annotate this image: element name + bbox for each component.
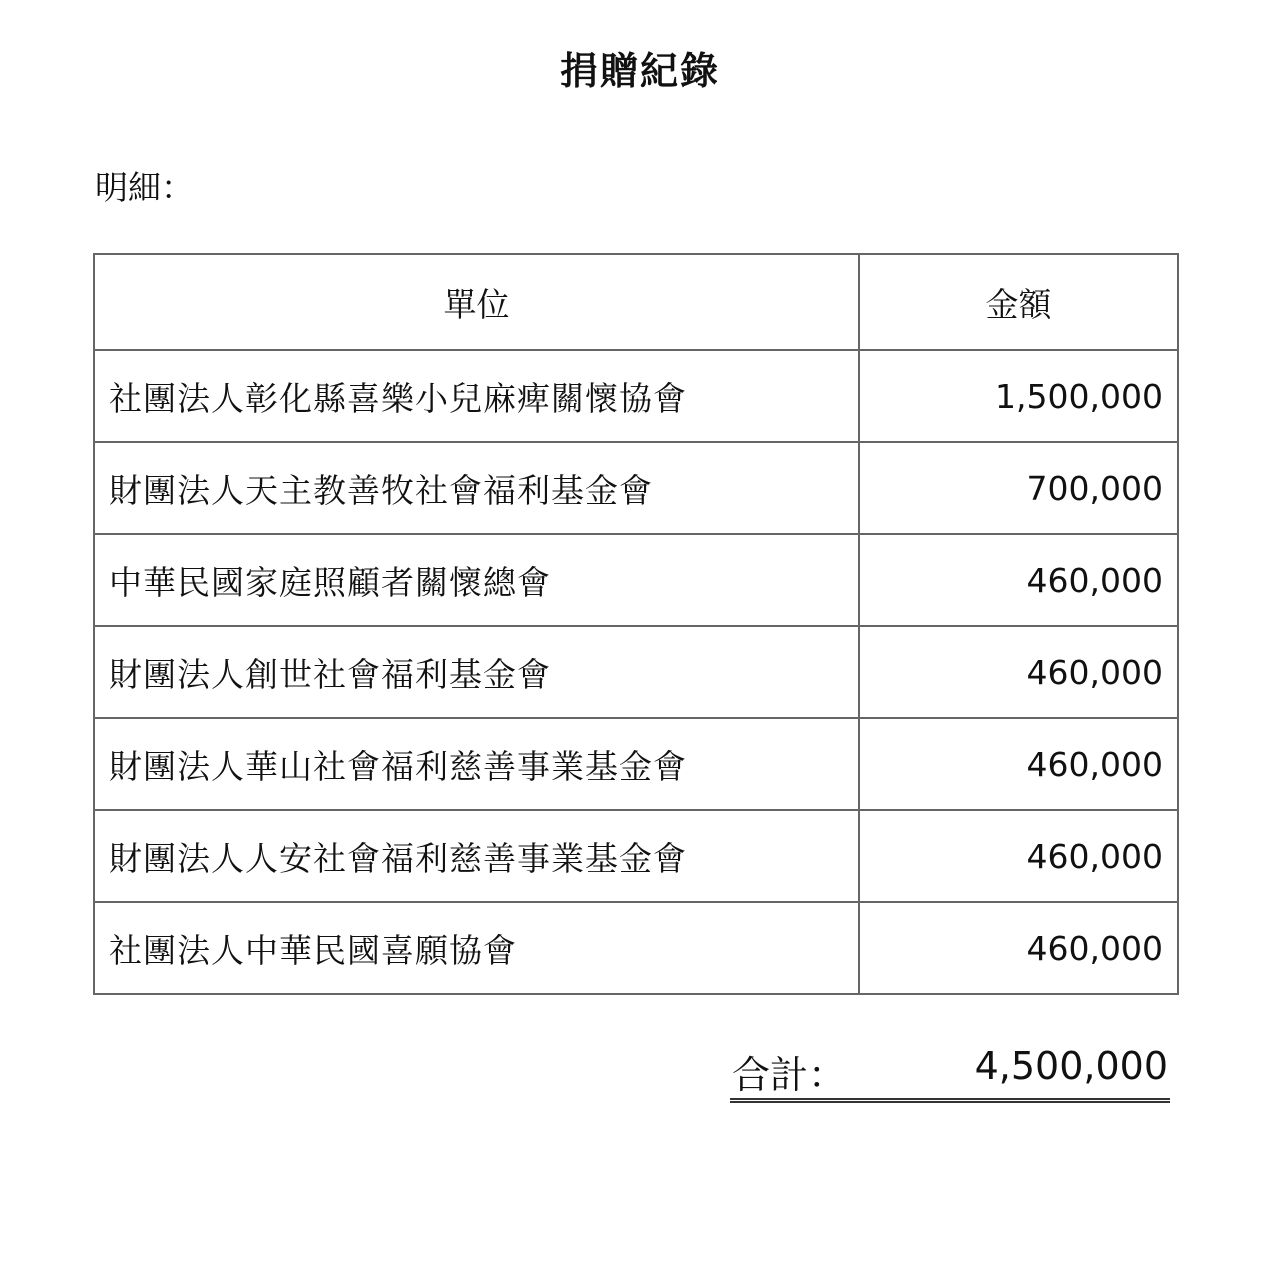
amount-cell: 460,000 <box>859 626 1178 718</box>
table-row <box>94 902 1178 994</box>
amount-cell: 1,500,000 <box>859 350 1178 442</box>
unit-cell: 財團法人天主教善牧社會福利基金會 <box>94 442 859 534</box>
table-row <box>94 810 1178 902</box>
column-header-unit: 單位 <box>94 254 859 350</box>
amount-cell: 460,000 <box>859 810 1178 902</box>
unit-cell: 社團法人中華民國喜願協會 <box>94 902 859 994</box>
table-row <box>94 442 1178 534</box>
details-label: 明細： <box>95 168 194 207</box>
column-header-amount: 金額 <box>859 254 1178 350</box>
unit-cell: 社團法人彰化縣喜樂小兒麻痺關懷協會 <box>94 350 859 442</box>
amount-cell: 460,000 <box>859 902 1178 994</box>
table-row <box>94 350 1178 442</box>
amount-cell: 460,000 <box>859 534 1178 626</box>
amount-cell: 460,000 <box>859 718 1178 810</box>
unit-cell: 中華民國家庭照顧者關懷總會 <box>94 534 859 626</box>
unit-cell: 財團法人華山社會福利慈善事業基金會 <box>94 718 859 810</box>
total-value: 4,500,000 <box>974 1044 1168 1088</box>
table-row <box>94 626 1178 718</box>
table-header-row <box>94 254 1178 350</box>
unit-cell: 財團法人創世社會福利基金會 <box>94 626 859 718</box>
unit-cell: 財團法人人安社會福利慈善事業基金會 <box>94 810 859 902</box>
donation-table <box>93 253 1179 995</box>
amount-cell: 700,000 <box>859 442 1178 534</box>
page-title: 捐贈紀錄 <box>559 49 720 93</box>
table-row <box>94 718 1178 810</box>
table-row <box>94 534 1178 626</box>
total-row <box>730 1040 1170 1103</box>
total-label: 合計： <box>732 1053 847 1097</box>
